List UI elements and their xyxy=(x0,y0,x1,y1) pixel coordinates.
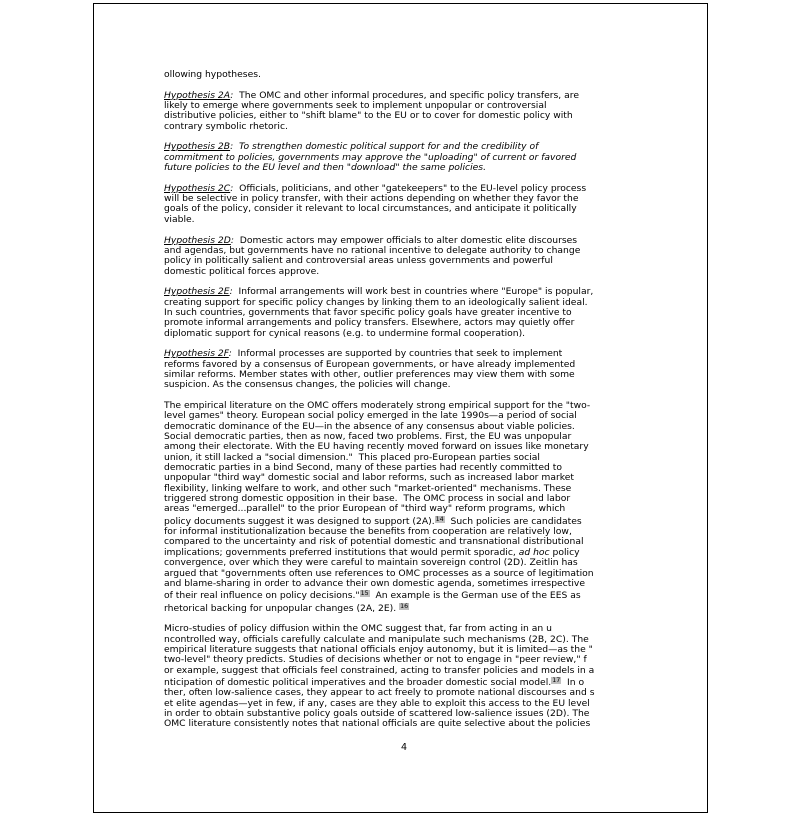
footnote-ref-17[interactable]: 17 xyxy=(552,676,561,684)
text-line xyxy=(164,163,644,173)
text-segment: will be selective in policy transfer, with their actions depending on whether they favor the xyxy=(164,193,579,205)
text-segment: promote informal arrangements and policy transfers. Elsewhere, actors may quietly offer xyxy=(164,317,575,329)
text-segment: Domestic actors may empower officials to alter domestic elite discourses xyxy=(233,234,578,246)
text-segment: policy xyxy=(549,546,580,558)
text-segment: Hypothesis 2A xyxy=(164,89,231,101)
text-segment: convergence, over which they were careful to maintain sovereign control (2D). Zeitlin has xyxy=(164,557,578,569)
text-segment: In o xyxy=(561,676,585,688)
text-segment: : xyxy=(228,348,232,360)
text-segment: areas "emerged...parallel" to the prior European of "third way" reform programs, which xyxy=(164,503,566,515)
text-segment: two-level" theory predicts. Studies of decisions whether or not to engage in "peer review," f xyxy=(164,654,587,666)
text-segment: et elite agendas—yet in few, if any, cases are they able to exploit this access to the EU level xyxy=(164,697,590,709)
micro-studies-paragraph xyxy=(164,624,644,729)
text-line xyxy=(164,204,644,214)
text-segment: implications; governments preferred institutions that would permit sporadic, xyxy=(164,546,519,558)
hypothesis-2b xyxy=(164,142,644,173)
text-segment: contrary symbolic rhetoric. xyxy=(164,120,288,132)
text-segment: policy documents suggest it was designed to support (2A). xyxy=(164,515,435,527)
page-number: 4 xyxy=(400,741,408,753)
text-segment: Hypothesis 2D xyxy=(164,234,231,246)
text-segment: diplomatic support for cynical reasons (e.g. to undermine formal cooperation). xyxy=(164,327,526,339)
hypothesis-2c xyxy=(164,184,644,225)
text-segment: distributive policies, either to "shift blame" to the EU or to cover for domestic policy with xyxy=(164,110,573,122)
text-segment: commitment to policies, governments may approve the "uploading" of current or favored xyxy=(164,151,577,163)
hypothesis-2d xyxy=(164,236,644,277)
text-segment: An example is the German use of the EES as xyxy=(369,590,581,602)
text-segment: : xyxy=(230,141,234,153)
text-segment: ollowing hypotheses. xyxy=(164,69,261,80)
text-segment: : xyxy=(230,182,234,194)
document-content xyxy=(164,70,644,753)
text-segment: for informal institutionalization because the benefits from cooperation are relatively low, xyxy=(164,526,572,538)
hypothesis-2a xyxy=(164,91,644,132)
text-line xyxy=(164,215,644,225)
text-segment: argued that "governments often use references to OMC processes as a source of legitimation xyxy=(164,567,594,579)
text-segment: viable. xyxy=(164,213,195,225)
text-segment: ad hoc xyxy=(518,546,550,558)
text-line xyxy=(164,70,644,80)
text-segment: Hypothesis 2C xyxy=(164,182,231,194)
text-segment: ncontrolled way, officials carefully calculate and manipulate such mechanisms (2B, 2C). The xyxy=(164,633,589,645)
text-segment: unpopular "third way" domestic social and labor reforms, such as increased labor market xyxy=(164,472,574,484)
text-segment: reforms favored by a consensus of European governments, or have already implemented xyxy=(164,358,576,370)
text-segment: similar reforms. Member states with other, outlier preferences may view them with some xyxy=(164,368,575,380)
text-segment: Micro-studies of policy diffusion within the OMC suggest that, far from acting in an u xyxy=(164,623,552,635)
text-line xyxy=(164,122,644,132)
text-segment: democratic dominance of the EU—in the absence of any consensus about viable policies. xyxy=(164,420,575,432)
text-segment: The OMC and other informal procedures, and specific policy transfers, are xyxy=(233,89,580,101)
empirical-literature-paragraph xyxy=(164,401,644,614)
text-segment: The empirical literature on the OMC offers moderately strong empirical support for the "two- xyxy=(164,400,591,411)
text-segment: creating support for specific policy changes by linking them to an ideologically salient ideal. xyxy=(164,296,588,308)
text-segment: union, it still lacked a "social dimension." This placed pro-European parties social xyxy=(164,451,540,463)
footnote-ref-14[interactable]: 14 xyxy=(435,515,444,523)
text-segment: : xyxy=(230,234,234,246)
text-segment: nticipation of domestic political imperatives and the broader domestic social model. xyxy=(164,676,552,688)
text-segment: future policies to the EU level and then "download" the same policies. xyxy=(164,162,486,174)
text-segment: : xyxy=(230,89,234,101)
text-segment: suspicion. As the consensus changes, the policies will change. xyxy=(164,379,451,391)
text-segment: among their electorate. With the EU having recently moved forward on issues like monetary xyxy=(164,441,589,453)
text-segment: Social democratic parties, then as now, faced two problems. First, the EU was unpopular xyxy=(164,431,572,443)
text-segment: compared to the uncertainty and risk of potential domestic and transnational distributional xyxy=(164,536,584,548)
text-segment: likely to emerge where governments seek to implement unpopular or controversial xyxy=(164,100,547,112)
text-segment: To strengthen domestic political support for and the credibility of xyxy=(233,141,539,153)
text-segment: in order to obtain substantive policy goals outside of scattered low-salience issues (2D). The xyxy=(164,707,590,719)
text-segment: Informal processes are supported by countries that seek to implement xyxy=(231,348,563,360)
text-segment: policy in politically salient and controversial areas unless governments and powerful xyxy=(164,255,553,267)
text-line xyxy=(164,589,644,601)
text-line xyxy=(164,504,644,514)
footnote-ref-15[interactable]: 15 xyxy=(360,590,369,598)
text-line xyxy=(164,666,644,676)
intro-line xyxy=(164,70,644,80)
text-segment: Informal arrangements will work best in countries where "Europe" is popular, xyxy=(232,286,594,298)
text-segment: level games" theory. European social policy emerged in the late 1990s—a period of social xyxy=(164,410,577,422)
text-segment: of their real influence on policy decisions." xyxy=(164,590,360,602)
text-segment: Hypothesis 2E xyxy=(164,286,230,298)
text-line xyxy=(164,579,644,589)
text-line xyxy=(164,329,644,339)
text-segment: goals of the policy, consider it relevant to local circumstances, and anticipate it politically xyxy=(164,203,577,215)
text-segment: Officials, politicians, and other "gatekeepers" to the EU-level policy process xyxy=(233,182,587,194)
text-segment: : xyxy=(229,286,233,298)
text-line xyxy=(164,602,644,614)
text-segment: democratic parties in a bind Second, many of these parties had recently committed to xyxy=(164,462,563,474)
text-segment: OMC literature consistently notes that national officials are quite selective about the policies xyxy=(164,718,591,730)
text-segment: and blame-sharing in order to advance their own domestic agenda, sometimes irrespective xyxy=(164,577,585,589)
text-segment: empirical literature suggests that national officials enjoy autonomy, but it is limited—as the " xyxy=(164,643,593,655)
hypothesis-2e xyxy=(164,287,644,339)
hypothesis-2f xyxy=(164,349,644,390)
text-segment: ther, often low-salience cases, they appear to act freely to promote national discourses and s xyxy=(164,687,595,699)
text-segment: triggered strong domestic opposition in their base. The OMC process in social and labor xyxy=(164,493,571,505)
text-segment: Such policies are candidates xyxy=(444,515,582,527)
text-segment: Hypothesis 2B xyxy=(164,141,231,153)
text-line xyxy=(164,719,644,729)
text-segment: rhetorical backing for unpopular changes (2A, 2E). xyxy=(164,602,400,614)
text-segment: and agendas, but governments have no rational incentive to delegate authority to change xyxy=(164,244,581,256)
text-segment: or example, suggest that officials feel constrained, acting to transfer policies and models in a xyxy=(164,664,595,676)
footnote-ref-16[interactable]: 16 xyxy=(400,602,409,610)
text-segment: In such countries, governments that favor specific policy goals have greater incentive to xyxy=(164,306,572,318)
document-page xyxy=(93,3,708,813)
text-line xyxy=(164,267,644,277)
text-segment: Hypothesis 2F xyxy=(164,348,229,360)
text-segment: domestic political forces approve. xyxy=(164,265,320,277)
text-segment: flexibility, linking welfare to work, and other such "market-oriented" mechanisms. These xyxy=(164,482,572,494)
text-line xyxy=(164,380,644,390)
